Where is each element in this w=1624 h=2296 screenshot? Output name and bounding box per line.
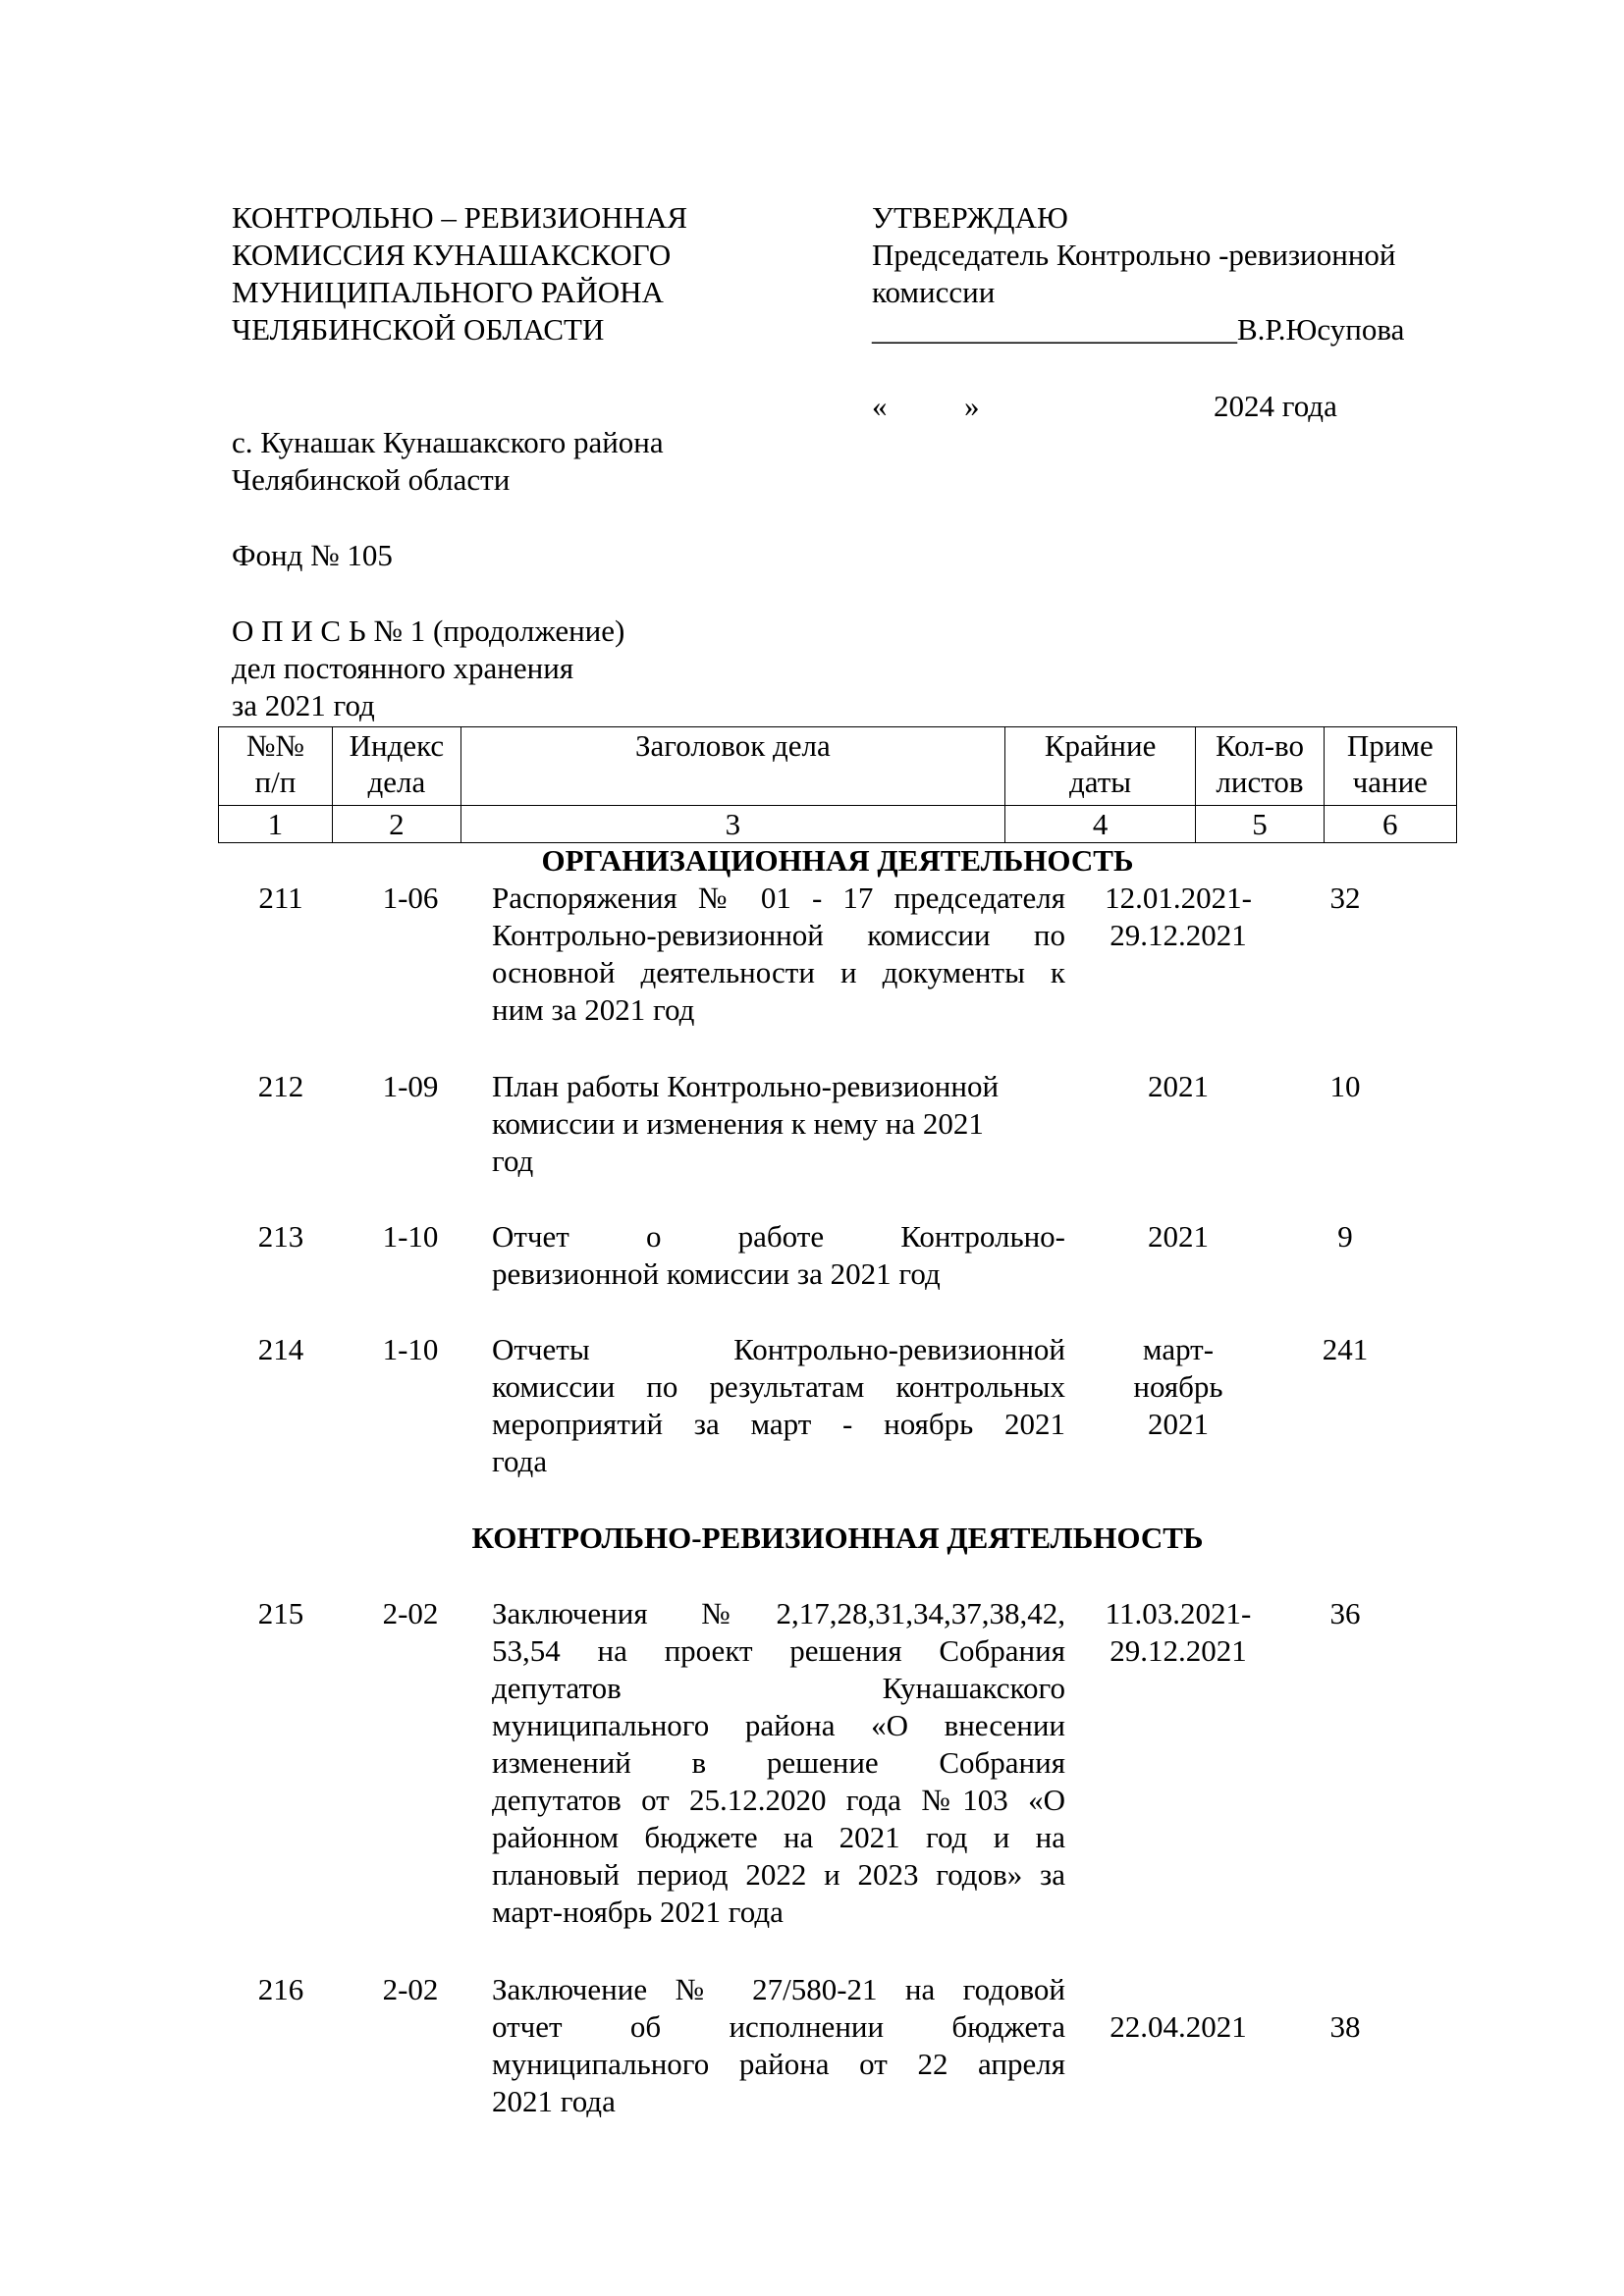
row-title: План работы Контрольно-ревизионной комиссии и изменения к нему на 2021 год bbox=[492, 1069, 1000, 1178]
header-colnum: 4 bbox=[1004, 806, 1196, 843]
header-cell-num: №№ п/п bbox=[219, 727, 333, 806]
row-dates: март- ноябрь 2021 bbox=[1133, 1332, 1223, 1441]
row-sheets: 10 bbox=[1329, 1069, 1361, 1103]
row-title: Заключения №2,17,28,31,34,37,38,42, 53,54 на проект решения Собрания депутатов Кунашакского муниципального района «О внесении изменений в решение Собрания депутатов от 25.12.2020 года №103 «О районном бюджете на 2021 год и на плановый период 2022 и 2023 годов» за март-ноябрь 2021 года bbox=[492, 1596, 1065, 1929]
org-line: ЧЕЛЯБИНСКОЙ ОБЛАСТИ bbox=[232, 312, 605, 347]
header-cell-sheets: Кол-во листов bbox=[1196, 727, 1324, 806]
approval-date-year: 2024 года bbox=[1214, 389, 1337, 423]
row-dates: 22.04.2021 bbox=[1110, 2009, 1247, 2044]
row-index: 1-10 bbox=[382, 1332, 439, 1366]
section-title-audit: КОНТРОЛЬНО-РЕВИЗИОННАЯ ДЕЯТЕЛЬНОСТЬ bbox=[471, 1521, 1204, 1555]
header-colnum: 1 bbox=[219, 806, 333, 843]
inventory-title: О П И С Ь № 1 (продолжение) bbox=[232, 614, 625, 648]
row-index: 2-02 bbox=[382, 1972, 439, 2006]
approval-date-open: « bbox=[872, 389, 888, 423]
location-line: Челябинской области bbox=[232, 462, 511, 497]
row-title: Заключение № 27/580-21 на годовой отчет об исполнении бюджета муниципального района от 22 апреля 2021 года bbox=[492, 1972, 1065, 2118]
inventory-subtitle: дел постоянного хранения bbox=[232, 651, 574, 685]
row-title: Отчеты Контрольно-ревизионной комиссии по результатам контрольных мероприятий за март - ноябрь 2021 года bbox=[492, 1332, 1065, 1478]
row-index: 1-10 bbox=[382, 1219, 439, 1254]
row-sheets: 32 bbox=[1329, 881, 1361, 915]
row-dates: 2021 bbox=[1148, 1069, 1209, 1103]
row-title: Распоряжения № 01 - 17 председателя Контрольно-ревизионной комиссии по основной деятельности и документы к ним за 2021 год bbox=[492, 881, 1065, 1027]
approval-position: Председатель Контрольно -ревизионной bbox=[872, 238, 1396, 272]
header-cell-dates: Крайние даты bbox=[1004, 727, 1196, 806]
row-sheets: 241 bbox=[1322, 1332, 1369, 1366]
header-cell-notes: Приме чание bbox=[1324, 727, 1456, 806]
header-cell-index: Индекс дела bbox=[332, 727, 460, 806]
row-index: 1-09 bbox=[382, 1069, 439, 1103]
inventory-table-header bbox=[218, 726, 1457, 843]
header-colnum: 5 bbox=[1196, 806, 1324, 843]
row-number: 212 bbox=[257, 1069, 304, 1103]
approval-position-cont: комиссии bbox=[872, 275, 996, 309]
row-sheets: 36 bbox=[1329, 1596, 1361, 1630]
org-line: МУНИЦИПАЛЬНОГО РАЙОНА bbox=[232, 275, 664, 309]
header-colnum: 6 bbox=[1324, 806, 1456, 843]
row-number: 214 bbox=[257, 1332, 304, 1366]
row-title: Отчет о работе Контрольно- ревизионной комиссии за 2021 год bbox=[492, 1219, 1065, 1291]
row-sheets: 38 bbox=[1329, 2009, 1361, 2044]
row-number: 213 bbox=[257, 1219, 304, 1254]
row-sheets: 9 bbox=[1337, 1219, 1353, 1254]
location-line: с. Кунашак Кунашакского района bbox=[232, 425, 664, 459]
row-number: 215 bbox=[257, 1596, 304, 1630]
fund-number: Фонд № 105 bbox=[232, 538, 393, 572]
header-colnum: 3 bbox=[460, 806, 1004, 843]
header-cell-title: Заголовок дела bbox=[460, 727, 1004, 806]
row-dates: 2021 bbox=[1148, 1219, 1209, 1254]
row-index: 2-02 bbox=[382, 1596, 439, 1630]
org-line: КОНТРОЛЬНО – РЕВИЗИОННАЯ bbox=[232, 200, 688, 235]
header-colnum: 2 bbox=[332, 806, 460, 843]
inventory-year: за 2021 год bbox=[232, 688, 375, 722]
approval-signature: ________________________В.Р.Юсупова bbox=[872, 312, 1405, 347]
approval-date-close: » bbox=[964, 389, 980, 423]
row-number: 211 bbox=[258, 881, 303, 915]
row-dates: 12.01.2021- 29.12.2021 bbox=[1105, 881, 1252, 952]
row-index: 1-06 bbox=[382, 881, 439, 915]
approval-title: УТВЕРЖДАЮ bbox=[872, 200, 1068, 235]
row-dates: 11.03.2021- 29.12.2021 bbox=[1105, 1596, 1252, 1668]
org-line: КОМИССИЯ КУНАШАКСКОГО bbox=[232, 238, 672, 272]
section-title-organizational: ОРГАНИЗАЦИОННАЯ ДЕЯТЕЛЬНОСТЬ bbox=[541, 843, 1134, 878]
row-number: 216 bbox=[257, 1972, 304, 2006]
